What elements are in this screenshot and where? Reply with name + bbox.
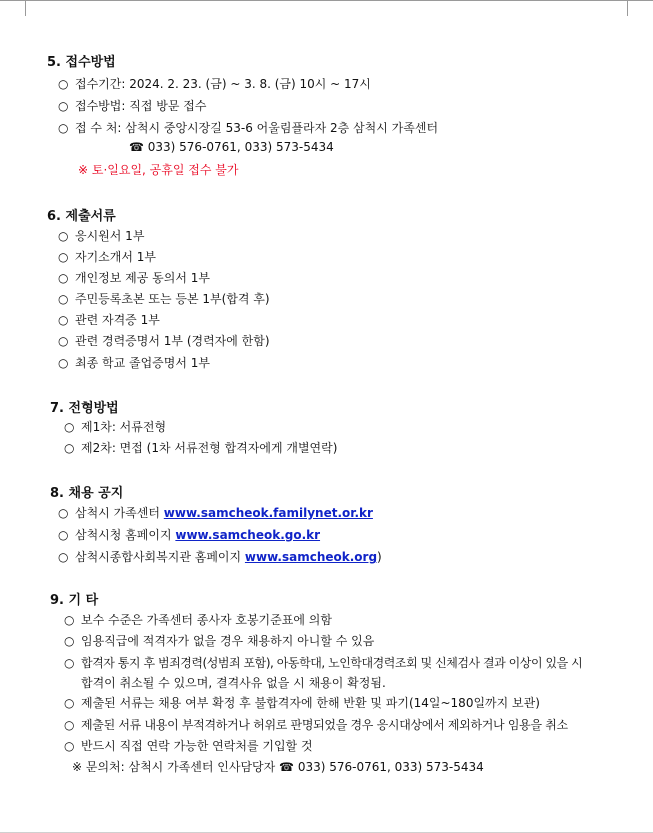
s9-item-text: 반드시 직접 연락 가능한 연락처를 기입할 것 xyxy=(81,739,313,753)
page-top-border xyxy=(0,0,653,1)
s9-item-text: 임용직급에 적격자가 없을 경우 채용하지 아니할 수 있음 xyxy=(81,634,375,648)
s9-item-text: 제출된 서류는 채용 여부 확정 후 불합격자에 한해 반환 및 파기(14일~180일까지 보관) xyxy=(81,696,540,710)
s9-item-continued xyxy=(64,674,386,691)
s6-item-text: 응시원서 1부 xyxy=(75,229,145,243)
s5-phone: ☎ 033) 576-0761, 033) 573-5434 xyxy=(129,140,334,154)
bullet-circle: ○ xyxy=(64,656,75,670)
s7-item xyxy=(64,439,337,456)
section-8-heading: 8. 채용 공지 xyxy=(50,486,124,501)
s7-item-text: 제2차: 면접 (1차 서류전형 합격자에게 개별연락) xyxy=(81,441,338,455)
s5-item-period xyxy=(58,75,371,92)
s6-item xyxy=(58,227,144,244)
bullet-circle: ○ xyxy=(64,420,75,434)
bullet-circle: ○ xyxy=(58,99,69,113)
bullet-circle: ○ xyxy=(58,356,69,370)
s9-item-text: 제출된 서류 내용이 부적격하거나 허위로 판명되었을 경우 응시대상에서 제외하거나 임용을 취소 xyxy=(81,718,568,732)
s8-item xyxy=(58,504,373,521)
s5-item-method xyxy=(58,97,206,114)
bullet-circle: ○ xyxy=(58,550,69,564)
section-7-heading: 7. 전형방법 xyxy=(50,401,119,416)
section-5-heading: 5. 접수방법 xyxy=(47,55,116,70)
bullet-circle: ○ xyxy=(58,313,69,327)
city-hall-link[interactable]: www.samcheok.go.kr xyxy=(175,528,321,542)
bullet-circle: ○ xyxy=(64,634,75,648)
bullet-circle: ○ xyxy=(58,528,69,542)
bullet-circle: ○ xyxy=(58,121,69,135)
s9-item-text: 합격자 통지 후 범죄경력(성범죄 포함), 아동학대, 노인학대경력조회 및 신체검사 결과 이상이 있을 시 xyxy=(81,656,583,670)
bullet-circle: ○ xyxy=(58,506,69,520)
s5-item-text: 접수기간: 2024. 2. 23. (금) ~ 3. 8. (금) 10시 ~ 17시 xyxy=(75,77,371,91)
page-right-mark xyxy=(627,0,628,16)
s8-item-text: 삼척시 가족센터 xyxy=(75,506,164,520)
s5-item-text: 접 수 처: 삼척시 중앙시장길 53-6 어울림플라자 2층 삼척시 가족센터 xyxy=(75,121,439,135)
s6-item xyxy=(58,354,210,371)
s7-item xyxy=(64,418,166,435)
s6-item-text: 자기소개서 1부 xyxy=(75,250,157,264)
bullet-circle: ○ xyxy=(64,613,75,627)
s8-item-suffix: ) xyxy=(377,550,382,564)
s6-item xyxy=(58,332,270,349)
s6-item-text: 관련 자격증 1부 xyxy=(75,313,160,327)
welfare-center-link[interactable]: www.samcheok.org xyxy=(244,550,378,564)
s6-item-text: 최종 학교 졸업증명서 1부 xyxy=(75,356,210,370)
bullet-circle: ○ xyxy=(58,250,69,264)
s6-item xyxy=(58,290,270,307)
s6-item-text: 관련 경력증명서 1부 (경력자에 한함) xyxy=(75,334,270,348)
bullet-circle: ○ xyxy=(58,77,69,91)
s6-item-text: 주민등록초본 또는 등본 1부(합격 후) xyxy=(75,292,270,306)
s9-item xyxy=(64,654,582,671)
s7-item-text: 제1차: 서류전형 xyxy=(81,420,167,434)
s9-contact: ※ 문의처: 삼척시 가족센터 인사담당자 ☎ 033) 576-0761, 033) 573-5434 xyxy=(72,760,484,774)
bullet-circle: ○ xyxy=(64,696,75,710)
s9-item xyxy=(64,611,332,628)
bullet-circle: ○ xyxy=(64,441,75,455)
s9-item xyxy=(64,737,313,754)
s9-item xyxy=(64,716,568,733)
s6-item xyxy=(58,311,160,328)
s9-item xyxy=(64,632,374,649)
bullet-circle: ○ xyxy=(64,718,75,732)
s5-item-place xyxy=(58,119,438,136)
bullet-circle: ○ xyxy=(58,334,69,348)
s8-item xyxy=(58,548,382,565)
s8-item xyxy=(58,526,320,543)
page-left-mark xyxy=(25,0,26,16)
s6-item-text: 개인정보 제공 동의서 1부 xyxy=(75,271,210,285)
section-6-heading: 6. 제출서류 xyxy=(47,209,116,224)
s8-item-text: 삼척시청 홈페이지 xyxy=(75,528,176,542)
s5-item-text: 접수방법: 직접 방문 접수 xyxy=(75,99,207,113)
bullet-circle: ○ xyxy=(58,292,69,306)
s9-item-text: 보수 수준은 가족센터 종사자 호봉기준표에 의함 xyxy=(81,613,332,627)
bullet-circle: ○ xyxy=(58,271,69,285)
s8-item-text: 삼척시종합사회복지관 홈페이지 xyxy=(75,550,245,564)
section-9-heading: 9. 기 타 xyxy=(50,593,99,608)
s6-item xyxy=(58,248,156,265)
bullet-circle: ○ xyxy=(64,739,75,753)
familynet-link[interactable]: www.samcheok.familynet.or.kr xyxy=(163,506,373,520)
s9-item xyxy=(64,694,540,711)
bullet-circle: ○ xyxy=(58,229,69,243)
s9-item-text: 합격이 취소될 수 있으며, 결격사유 없을 시 채용이 확정됨. xyxy=(81,676,386,690)
s5-notice: ※ 토·일요일, 공휴일 접수 불가 xyxy=(78,163,239,177)
s6-item xyxy=(58,269,210,286)
